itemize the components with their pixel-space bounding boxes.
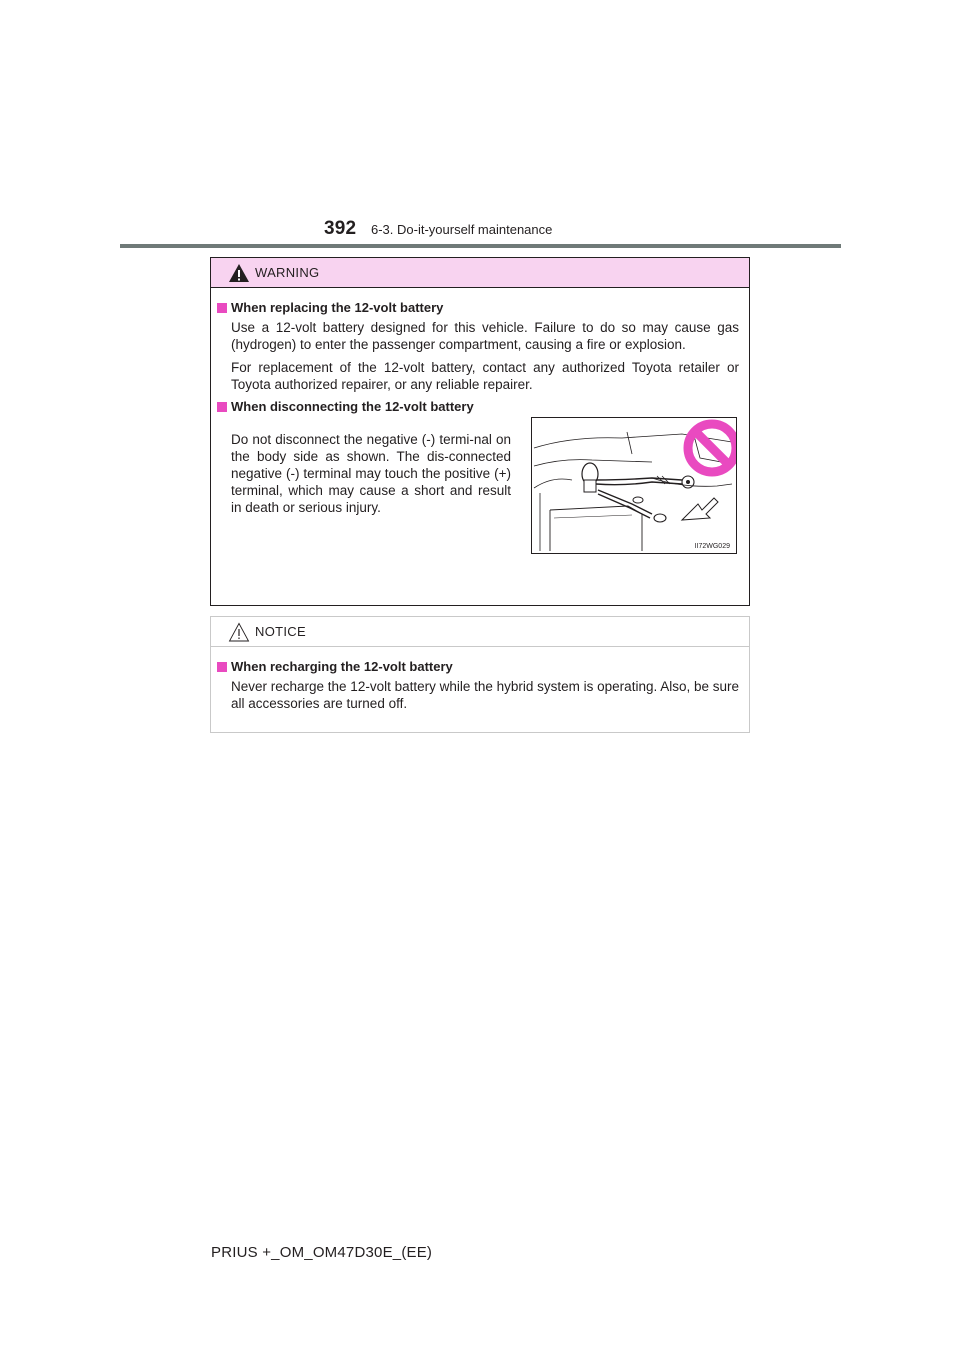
notice-triangle-icon [228, 622, 250, 642]
warning-item-title-replacing [217, 299, 739, 316]
notice-box [210, 616, 750, 733]
header-rule [120, 244, 841, 248]
bullet-square-icon [217, 662, 227, 672]
notice-body [211, 647, 749, 712]
notice-header [211, 617, 749, 647]
bullet-square-icon [217, 402, 227, 412]
item-title-text: When recharging the 12-volt battery [231, 659, 453, 674]
battery-terminal-illustration [531, 417, 737, 554]
warning-paragraph: For replacement of the 12-volt battery, contact any authorized Toyota retailer or Toyota authorized repairer, or any reliable repairer. [231, 360, 739, 392]
notice-paragraph: Never recharge the 12-volt battery while the hybrid system is operating. Also, be sure all accessories are turned off. [231, 679, 740, 711]
warning-item-title-disconnecting [217, 398, 739, 415]
warning-triangle-icon [228, 263, 250, 283]
item-title-text: When replacing the 12-volt battery [231, 300, 444, 315]
notice-item-title-recharging [217, 658, 739, 675]
notice-label: NOTICE [255, 624, 306, 639]
warning-paragraph: Do not disconnect the negative (-) termi-nal on the body side as shown. The dis-connected negative (-) terminal may touch the positive (+) terminal, which may cause a short and result in death or serious injury. [231, 432, 511, 515]
warning-body [211, 288, 749, 554]
bullet-square-icon [217, 303, 227, 313]
page-number: 392 [324, 218, 357, 239]
battery-terminal-drawing [532, 418, 736, 553]
footer-doc-code: PRIUS +_OM_OM47D30E_(EE) [211, 1244, 433, 1261]
warning-row [217, 423, 739, 554]
item-title-text: When disconnecting the 12-volt battery [231, 399, 474, 414]
warning-header [211, 258, 749, 288]
warning-label: WARNING [255, 265, 320, 280]
warning-box [210, 257, 750, 606]
section-title: 6-3. Do-it-yourself maintenance [371, 222, 553, 237]
warning-paragraph: Use a 12-volt battery designed for this vehicle. Failure to do so may cause gas (hydrogen) to enter the passenger compartment, causing a fire or explosion. [231, 320, 739, 352]
figure-code: II72WG029 [694, 543, 730, 550]
